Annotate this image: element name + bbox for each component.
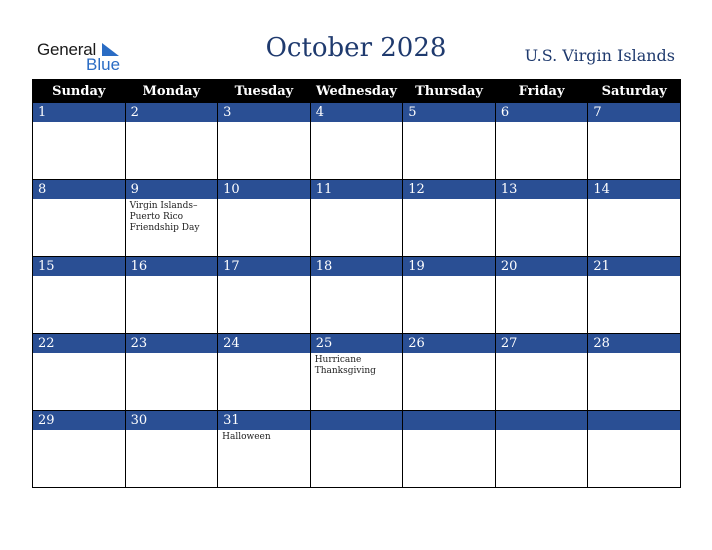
logo-text-blue: Blue — [86, 55, 121, 74]
weekday-header-row — [33, 80, 681, 103]
day-cell — [125, 411, 218, 488]
day-number — [496, 411, 588, 430]
day-number: 28 — [588, 334, 680, 353]
weekday-sunday: Sunday — [33, 80, 126, 103]
week-row — [33, 257, 681, 334]
day-number: 14 — [588, 180, 680, 199]
day-number — [311, 411, 403, 430]
day-number: 1 — [33, 103, 125, 122]
day-number: 22 — [33, 334, 125, 353]
day-cell — [125, 180, 218, 257]
day-cell — [403, 103, 496, 180]
day-cell — [218, 334, 311, 411]
day-cell — [125, 334, 218, 411]
day-cell — [33, 411, 126, 488]
day-cell — [310, 103, 403, 180]
day-cell — [588, 180, 681, 257]
day-cell — [588, 257, 681, 334]
day-cell — [310, 180, 403, 257]
day-cell — [310, 257, 403, 334]
day-number: 18 — [311, 257, 403, 276]
logo-text-general: General — [37, 40, 97, 59]
day-cell — [33, 257, 126, 334]
day-cell — [125, 257, 218, 334]
day-cell — [310, 411, 403, 488]
day-number: 17 — [218, 257, 310, 276]
day-number: 8 — [33, 180, 125, 199]
day-cell — [403, 411, 496, 488]
day-cell — [495, 103, 588, 180]
day-cell — [218, 103, 311, 180]
day-number: 3 — [218, 103, 310, 122]
day-number: 26 — [403, 334, 495, 353]
day-cell — [33, 334, 126, 411]
holiday-label: Hurricane Thanksgiving — [314, 355, 376, 376]
holiday-label: Virgin Islands–Puerto Rico Friendship Day — [129, 201, 200, 233]
day-number: 10 — [218, 180, 310, 199]
week-row — [33, 103, 681, 180]
day-number: 15 — [33, 257, 125, 276]
page-title: October 2028 — [265, 33, 447, 63]
day-cell — [218, 180, 311, 257]
day-cell — [403, 180, 496, 257]
day-cell — [495, 334, 588, 411]
day-number: 9 — [126, 180, 218, 199]
day-number: 27 — [496, 334, 588, 353]
day-number: 5 — [403, 103, 495, 122]
day-cell — [495, 180, 588, 257]
weekday-wednesday: Wednesday — [310, 80, 403, 103]
day-cell — [125, 103, 218, 180]
day-number: 6 — [496, 103, 588, 122]
day-cell — [495, 411, 588, 488]
day-number — [403, 411, 495, 430]
weekday-monday: Monday — [125, 80, 218, 103]
day-cell — [588, 103, 681, 180]
day-cell — [310, 334, 403, 411]
day-number: 23 — [126, 334, 218, 353]
day-cell — [33, 180, 126, 257]
week-row — [33, 334, 681, 411]
day-number: 13 — [496, 180, 588, 199]
day-number: 11 — [311, 180, 403, 199]
day-number: 16 — [126, 257, 218, 276]
weekday-tuesday: Tuesday — [218, 80, 311, 103]
day-number: 12 — [403, 180, 495, 199]
day-number: 31 — [218, 411, 310, 430]
day-number: 25 — [311, 334, 403, 353]
weekday-thursday: Thursday — [403, 80, 496, 103]
day-number: 20 — [496, 257, 588, 276]
day-number: 30 — [126, 411, 218, 430]
weekday-saturday: Saturday — [588, 80, 681, 103]
day-number: 4 — [311, 103, 403, 122]
weekday-friday: Friday — [495, 80, 588, 103]
day-cell — [495, 257, 588, 334]
week-row — [33, 180, 681, 257]
day-number: 7 — [588, 103, 680, 122]
day-cell — [218, 257, 311, 334]
day-cell — [403, 257, 496, 334]
calendar-grid — [32, 79, 681, 488]
day-number: 19 — [403, 257, 495, 276]
region-label: U.S. Virgin Islands — [524, 46, 675, 65]
day-cell — [218, 411, 311, 488]
day-number: 2 — [126, 103, 218, 122]
day-cell — [588, 411, 681, 488]
day-cell — [33, 103, 126, 180]
day-cell — [403, 334, 496, 411]
day-number: 24 — [218, 334, 310, 353]
day-number — [588, 411, 680, 430]
holiday-label: Halloween — [222, 432, 271, 442]
day-number: 29 — [33, 411, 125, 430]
day-number: 21 — [588, 257, 680, 276]
week-row — [33, 411, 681, 488]
day-cell — [588, 334, 681, 411]
